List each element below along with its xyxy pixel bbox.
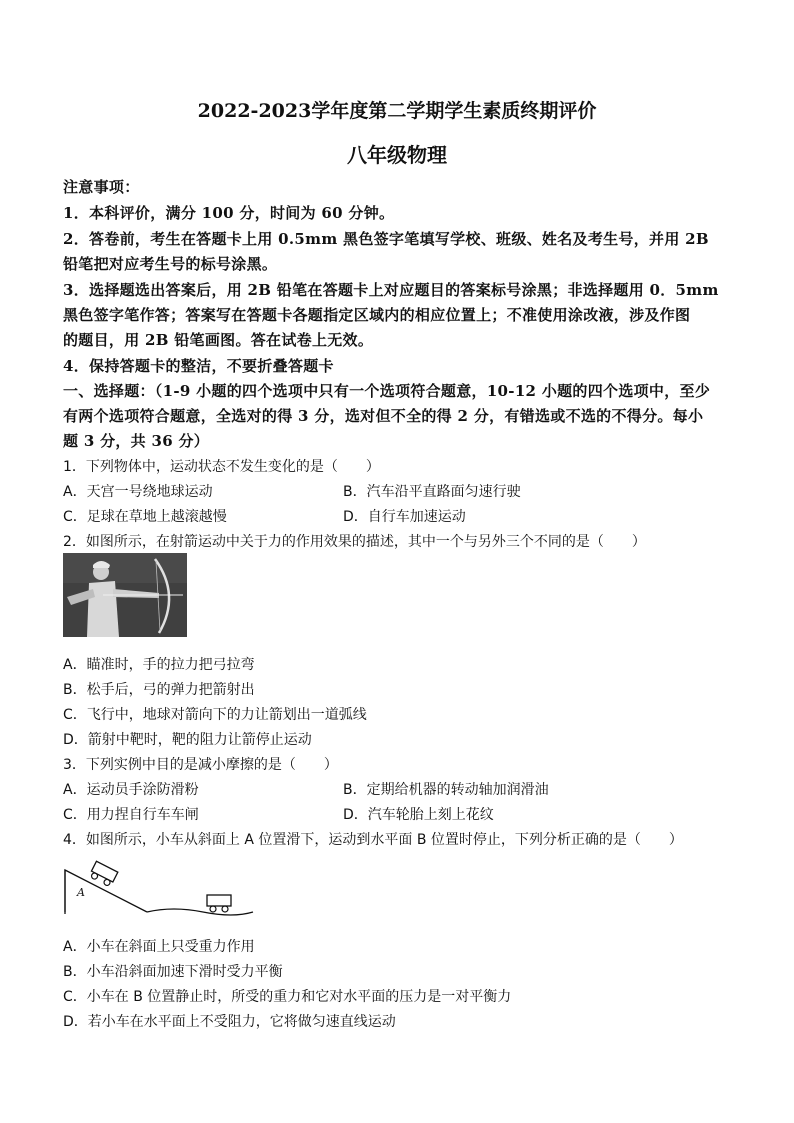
point-a-label: A	[77, 886, 85, 899]
q3-option-c: C．用力捏自行车车闸	[63, 807, 199, 823]
section-instructions: 题 3 分，共 36 分）	[63, 432, 210, 450]
question-1-stem: 1．下列物体中，运动状态不发生变化的是（ ）	[63, 459, 380, 475]
q1-option-a: A．天宫一号绕地球运动	[63, 484, 213, 500]
note-line: 铅笔把对应考生号的标号涂黑。	[63, 255, 278, 273]
exam-title: 2022-2023学年度第二学期学生素质终期评价	[197, 100, 597, 122]
note-line: 2．答卷前，考生在答题卡上用 0.5mm 黑色签字笔填写学校、班级、姓名及考生号，并用 2B	[63, 230, 709, 248]
exam-subject: 八年级物理	[347, 143, 447, 167]
q1-option-b: B．汽车沿平直路面匀速行驶	[343, 484, 521, 500]
question-2-stem: 2．如图所示，在射箭运动中关于力的作用效果的描述，其中一个与另外三个不同的是（ ）	[63, 534, 646, 550]
q2-option-a: A．瞄准时，手的拉力把弓拉弯	[63, 657, 255, 673]
q3-option-b: B．定期给机器的转动轴加润滑油	[343, 782, 549, 798]
note-line: 1．本科评价，满分 100 分，时间为 60 分钟。	[63, 204, 395, 222]
archery-photo	[63, 553, 187, 637]
notes-heading: 注意事项：	[63, 178, 140, 196]
note-line: 黑色签字笔作答；答案写在答题卡各题指定区域内的相应位置上；不准使用涂改液，涉及作图	[63, 306, 691, 324]
section-instructions: 一、选择题：（1-9 小题的四个选项中只有一个选项符合题意，10-12 小题的四个选项中，至少	[63, 382, 711, 400]
q3-option-d: D．汽车轮胎上刻上花纹	[343, 807, 494, 823]
q2-option-d: D．箭射中靶时，靶的阻力让箭停止运动	[63, 732, 312, 748]
q2-option-c: C．飞行中，地球对箭向下的力让箭划出一道弧线	[63, 707, 367, 723]
q2-option-b: B．松手后，弓的弹力把箭射出	[63, 682, 255, 698]
question-4-stem: 4．如图所示，小车从斜面上 A 位置滑下，运动到水平面 B 位置时停止，下列分析正确的是（ ）	[63, 832, 683, 848]
q4-option-c: C．小车在 B 位置静止时，所受的重力和它对水平面的压力是一对平衡力	[63, 989, 512, 1005]
note-line: 4．保持答题卡的整洁，不要折叠答题卡	[63, 357, 334, 375]
q4-option-b: B．小车沿斜面加速下滑时受力平衡	[63, 964, 283, 980]
section-instructions: 有两个选项符合题意，全选对的得 3 分，选对但不全的得 2 分，有错选或不选的不得分。每小	[63, 407, 704, 425]
q3-option-a: A．运动员手涂防滑粉	[63, 782, 199, 798]
archer-image	[63, 553, 187, 637]
note-line: 3．选择题选出答案后，用 2B 铅笔在答题卡上对应题目的答案标号涂黑；非选择题用 0．5mm	[63, 281, 719, 299]
q1-option-c: C．足球在草地上越滚越慢	[63, 509, 227, 525]
question-3-stem: 3．下列实例中目的是减小摩擦的是（ ）	[63, 757, 338, 773]
note-line: 的题目，用 2B 铅笔画图。答在试卷上无效。	[63, 331, 374, 349]
incline-diagram	[63, 852, 255, 922]
q4-option-a: A．小车在斜面上只受重力作用	[63, 939, 255, 955]
q4-option-d: D．若小车在水平面上不受阻力，它将做匀速直线运动	[63, 1014, 396, 1030]
incline-figure	[63, 852, 255, 922]
q1-option-d: D．自行车加速运动	[343, 509, 466, 525]
